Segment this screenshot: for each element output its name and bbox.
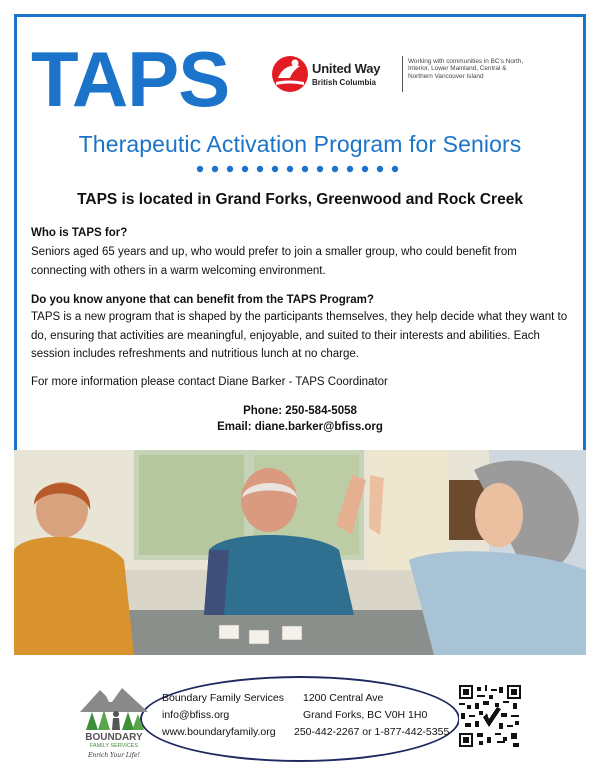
dot-divider: [195, 164, 410, 174]
united-way-name: United Way: [312, 61, 381, 76]
bfs-logo-sub: FAMILY SERVICES: [89, 743, 139, 749]
page-title: TAPS: [31, 35, 230, 123]
united-way-region: British Columbia: [312, 78, 377, 87]
contact-phone: Phone: 250-584-5058: [243, 405, 357, 417]
footer-website[interactable]: www.boundaryfamily.org: [162, 726, 276, 738]
location-heading: TAPS is located in Grand Forks, Greenwood and Rock Creek: [77, 191, 523, 208]
footer-org-name: Boundary Family Services: [162, 692, 284, 704]
qr-code[interactable]: [459, 685, 521, 747]
contact-intro: For more information please contact Diane Barker - TAPS Coordinator: [31, 376, 388, 388]
seniors-photo: [14, 450, 586, 655]
program-subtitle: Therapeutic Activation Program for Seniors: [78, 131, 522, 157]
footer-address: 1200 Central Ave: [303, 692, 384, 704]
united-way-logo: [270, 52, 530, 100]
footer-phone: 250-442-2267 or 1-877-442-5355: [294, 726, 450, 738]
logo-divider: [402, 56, 403, 92]
bfs-logo-slogan: Enrich Your Life!: [88, 752, 140, 759]
footer-email[interactable]: info@bfiss.org: [162, 709, 230, 721]
mountain-tree-icon: [78, 682, 150, 734]
footer-city: Grand Forks, BC V0H 1H0: [303, 709, 428, 721]
bfs-logo-name: BOUNDARY: [85, 732, 143, 743]
question-know-anyone: Do you know anyone that can benefit from the TAPS Program?: [31, 294, 374, 306]
united-way-tagline: Working with communities in BC's North, Interior, Lower Mainland, Central & Northern Vancouver Island: [408, 58, 524, 80]
united-way-hand-icon: [270, 54, 310, 94]
question-who: Who is TAPS for?: [31, 227, 128, 239]
contact-email[interactable]: Email: diane.barker@bfiss.org: [217, 421, 383, 433]
program-description: TAPS is a new program that is shaped by the participants themselves, they help decide what they want to do, ensuring that activities are meaningful, enjoyable, and suited to their interests and abilities. Each session includes refreshments and nutritious lunch at no charge.: [31, 311, 568, 360]
boundary-family-services-logo: [78, 682, 150, 762]
answer-who: Seniors aged 65 years and up, who would prefer to join a smaller group, who could benefit from connecting with others in a warm welcoming environment.: [31, 246, 517, 277]
